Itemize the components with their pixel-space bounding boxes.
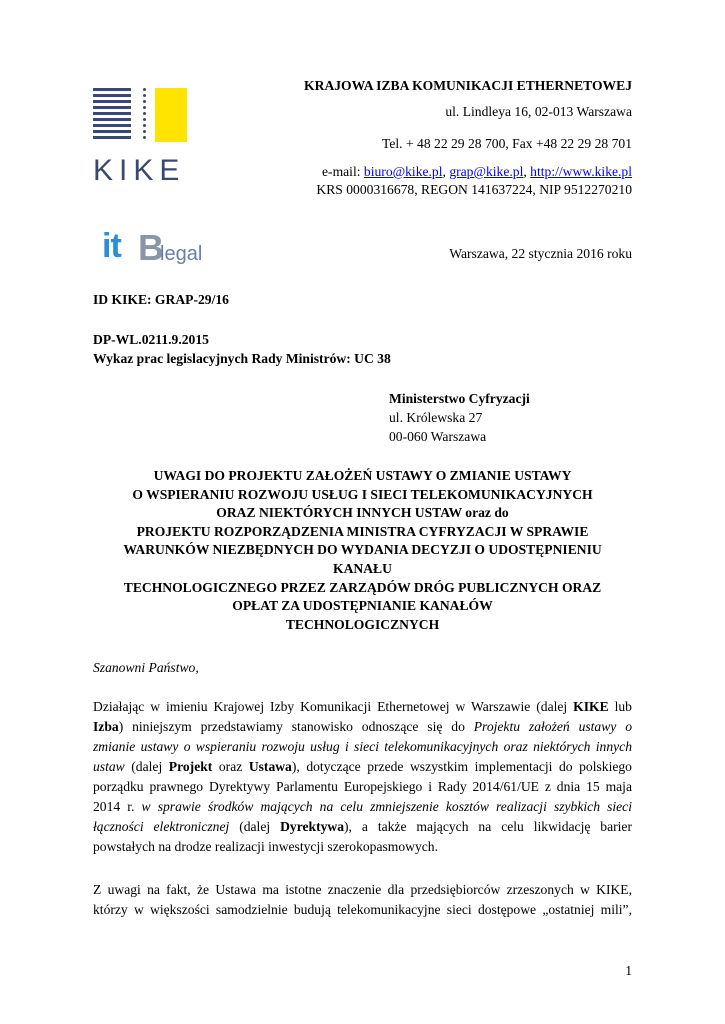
document-title [80,467,645,634]
title-line: UWAGI DO PROJEKTU ZAŁOŻEŃ USTAWY O ZMIANIE USTAWY [153,468,572,483]
paragraph-line: Z uwagi na fakt, że Ustawa ma istotne znaczenie dla przedsiębiorców zrzeszonych w KIKE, [93,882,632,897]
org-name: KRAJOWA IZBA KOMUNIKACJI ETHERNETOWEJ [304,78,632,93]
org-address: ul. Lindleya 16, 02-013 Warszawa [445,104,632,119]
paragraph-line: którzy w większości samodzielnie budują telekomunikacyjne sieci dostępowe „ostatniej mili”, [93,902,632,917]
recipient-name: Ministerstwo Cyfryzacji [389,391,530,406]
letter-date: Warszawa, 22 stycznia 2016 roku [449,246,632,261]
title-line: TECHNOLOGICZNEGO PRZEZ ZARZĄDÓW DRÓG PUBLICZNYCH ORAZ [123,579,602,595]
paragraph-line: Izba) niniejszym przedstawiamy stanowisko odnoszące się do Projektu założeń ustawy o [93,719,632,734]
org-registry: KRS 0000316678, REGON 141637224, NIP 9512270210 [316,182,632,197]
ref-id: ID KIKE: GRAP-29/16 [93,292,229,307]
recipient-city: 00-060 Warszawa [389,429,487,444]
ref-wykaz: Wykaz prac legislacyjnych Rady Ministrów: UC 38 [93,351,391,366]
org-phone: Tel. + 48 22 29 28 700, Fax +48 22 29 28 701 [382,136,632,151]
email-prefix: e-mail: [322,164,364,179]
kike-logo-yellow-block [155,88,187,142]
paragraph-line: Działając w imieniu Krajowej Izby Komunikacji Ethernetowej w Warszawie (dalej KIKE lub [93,699,632,714]
title-line: PROJEKTU ROZPORZĄDZENIA MINISTRA CYFRYZACJI W SPRAWIE [136,523,589,539]
paragraph-line: 2014 r. w sprawie środków mających na celu zmniejszenie kosztów realizacji szybkich sieci [93,799,632,814]
ref-dp: DP-WL.0211.9.2015 [93,332,209,347]
page-number: 1 [625,963,632,978]
itb-logo-b: B [138,227,164,268]
itb-logo-legal: legal [160,243,203,265]
recipient-street: ul. Królewska 27 [389,410,483,425]
paragraph-1 [93,697,632,857]
itb-legal-logo [102,227,212,271]
title-line: OPŁAT ZA UDOSTĘPNIANIE KANAŁÓW [232,598,493,614]
paragraph-2 [93,880,632,920]
org-email-line [322,164,632,180]
salutation: Szanowni Państwo, [93,660,199,675]
itb-logo-it: it [102,227,121,265]
email-sep: , [523,164,531,179]
paragraph-line: porządku prawnego Dyrektywy Parlamentu Europejskiego i Rady 2014/61/UE z dnia 15 maja [93,779,632,794]
kike-logo [93,86,203,186]
email-biuro-link[interactable]: biuro@kike.pl [363,164,443,179]
title-line: TECHNOLOGICZNYCH [285,616,440,632]
paragraph-line: powstałych na drodze realizacji inwestycji szerokopasmowych. [93,839,439,854]
title-line: ORAZ NIEKTÓRYCH INNYCH USTAW oraz do [216,505,509,521]
paragraph-line: ustaw (dalej Projekt oraz Ustawa), dotyczące przede wszystkim implementacji do polskiego [93,759,632,774]
email-grap-link[interactable]: grap@kike.pl [449,164,524,179]
title-line: KANAŁU [333,560,392,576]
title-line: O WSPIERANIU ROZWOJU USŁUG I SIECI TELEKOMUNIKACYJNYCH [132,486,593,502]
paragraph-line: zmianie ustawy o wspieraniu rozwoju usług i sieci telekomunikacyjnych oraz niektórych innych [93,739,632,754]
email-sep: , [442,164,450,179]
paragraph-line: łączności elektronicznej (dalej Dyrektywa), a także mających na celu likwidację barier [93,819,632,834]
kike-logo-text: KIKE [93,154,186,187]
website-link[interactable]: http://www.kike.pl [530,164,632,179]
title-line: WARUNKÓW NIEZBĘDNYCH DO WYDANIA DECYZJI O UDOSTĘPNIENIU [123,542,602,558]
